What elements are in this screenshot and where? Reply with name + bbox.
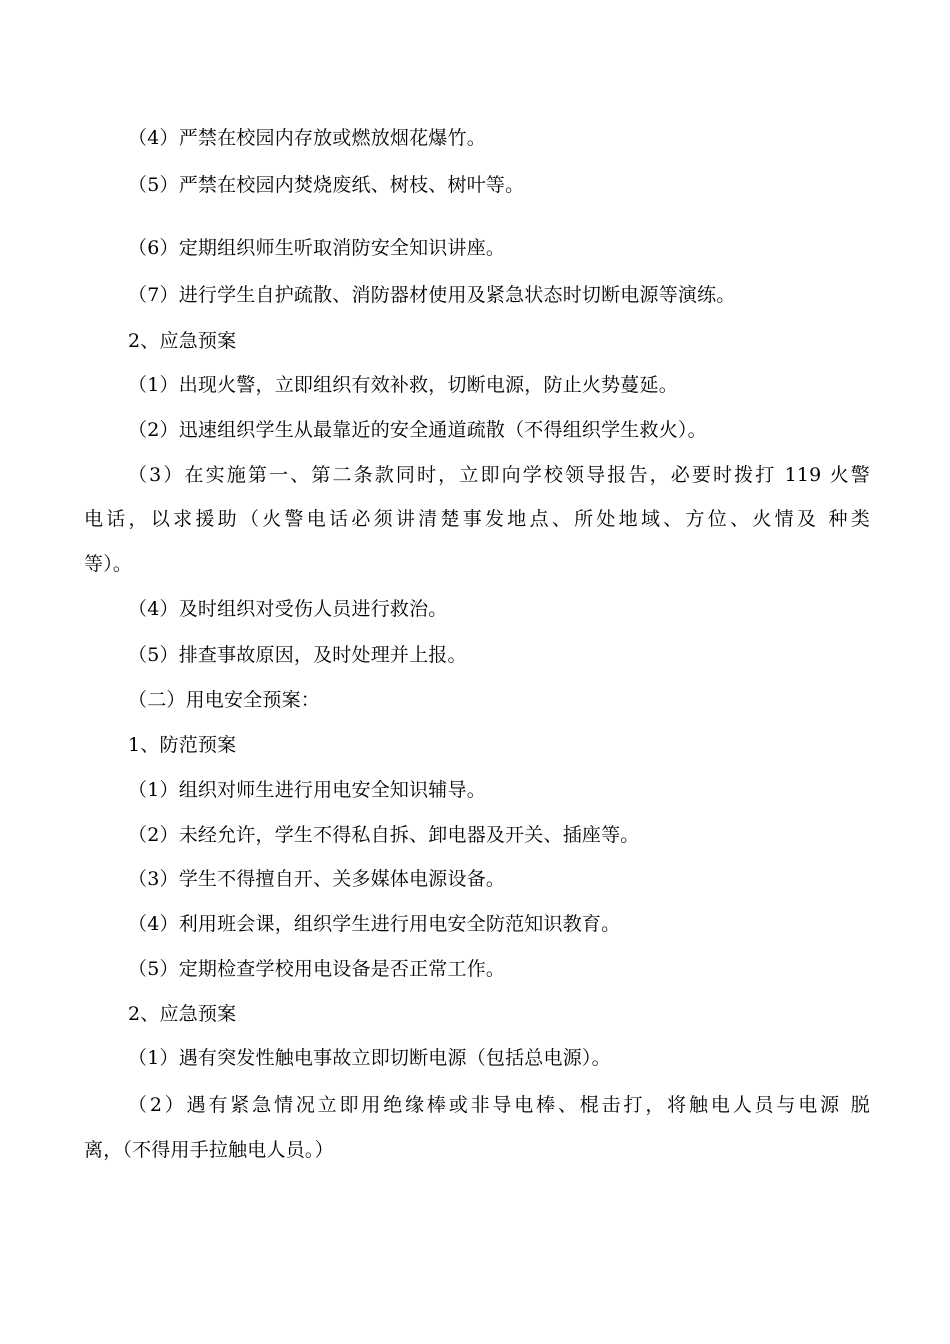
text-line: （6）定期组织师生听取消防安全知识讲座。: [128, 237, 506, 259]
text-line: 电话，以求援助（火警电话必须讲清楚事发地点、所处地域、方位、火情及 种类: [84, 508, 870, 530]
text-line: （5）排查事故原因，及时处理并上报。: [128, 644, 467, 666]
text-line: 离，（不得用手拉触电人员。）: [84, 1139, 334, 1161]
text-line: （3）在实施第一、第二条款同时，立即向学校领导报告，必要时拨打 119 火警: [128, 464, 870, 486]
text-line: （1）遇有突发性触电事故立即切断电源（包括总电源）。: [128, 1047, 611, 1069]
text-line: （4）严禁在校园内存放或燃放烟花爆竹。: [128, 127, 486, 149]
text-line: （4）利用班会课，组织学生进行用电安全防范知识教育。: [128, 913, 621, 935]
text-line: （2）未经允许，学生不得私自拆、卸电器及开关、插座等。: [128, 824, 640, 846]
section-heading: 2、应急预案: [128, 1003, 237, 1025]
text-line: （5）严禁在校园内焚烧废纸、树枝、树叶等。: [128, 174, 525, 196]
section-heading: 1、防范预案: [128, 734, 237, 756]
text-line: （1）组织对师生进行用电安全知识辅导。: [128, 779, 486, 801]
text-line: （2）迅速组织学生从最靠近的安全通道疏散（不得组织学生救火）。: [128, 419, 707, 441]
text-line: （5）定期检查学校用电设备是否正常工作。: [128, 958, 506, 980]
text-line: （1）出现火警，立即组织有效补救，切断电源，防止火势蔓延。: [128, 374, 678, 396]
text-line: （7）进行学生自护疏散、消防器材使用及紧急状态时切断电源等演练。: [128, 284, 736, 306]
text-line: （2）遇有紧急情况立即用绝缘棒或非导电棒、棍击打，将触电人员与电源 脱: [128, 1094, 870, 1116]
text-line: （4）及时组织对受伤人员进行救治。: [128, 598, 448, 620]
section-heading: 2、应急预案: [128, 330, 237, 352]
section-heading: （二）用电安全预案：: [128, 689, 321, 711]
text-line: 等）。: [84, 553, 133, 575]
text-line: （3）学生不得擅自开、关多媒体电源设备。: [128, 868, 506, 890]
